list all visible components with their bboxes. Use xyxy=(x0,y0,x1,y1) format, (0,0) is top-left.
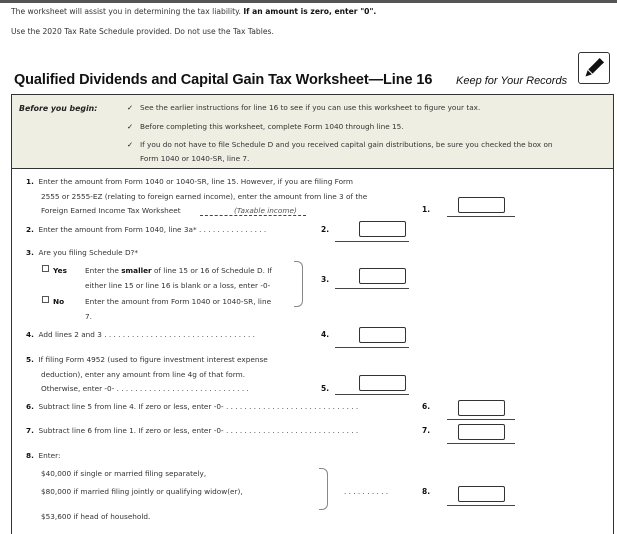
line-1-hint: (Taxable income) xyxy=(234,206,297,215)
checkmark-icon: ✓ xyxy=(127,122,134,131)
checkmark-icon: ✓ xyxy=(127,140,134,149)
line-7-underline xyxy=(447,443,515,444)
line-5-text-b: deduction), enter any amount from line 4g of that form. xyxy=(41,370,246,379)
line-3-yes-text-b: either line 15 or line 16 is blank or a loss, enter -0- xyxy=(85,281,271,290)
before-item-2: ✓ Before completing this worksheet, complete Form 1040 through line 15. xyxy=(140,120,404,134)
line-4-ref: 4. xyxy=(321,330,330,339)
line-8-ref: 8. xyxy=(422,487,431,496)
intro-line-1: The worksheet will assist you in determining the tax liability. If an amount is zero, enter "0". xyxy=(11,7,377,16)
line-2-underline xyxy=(335,241,409,242)
line-1-ref: 1. xyxy=(422,205,431,214)
line-5-input[interactable] xyxy=(359,375,406,391)
line-3-no-text-b: 7. xyxy=(85,312,92,321)
line-8-underline xyxy=(447,505,515,506)
line-3-underline xyxy=(335,288,409,289)
line-3-text: 3. Are you filing Schedule D?* xyxy=(26,248,139,257)
line-1-text-c: Foreign Earned Income Tax Worksheet xyxy=(41,206,181,215)
line-7-text: 7. Subtract line 6 from line 1. If zero or less, enter -0- . . . . . . . . . . . . . . . . . . . . . . . . . . . . . xyxy=(26,426,359,435)
before-item-1: ✓ See the earlier instructions for line 16 to see if you can use this worksheet to figure your tax. xyxy=(140,101,480,115)
line-1-leader xyxy=(200,215,306,216)
line-5-text-c: Otherwise, enter -0- . . . . . . . . . . . . . . . . . . . . . . . . . . . . . xyxy=(41,384,249,393)
line-3-ref: 3. xyxy=(321,275,330,284)
line-2-ref: 2. xyxy=(321,225,330,234)
pencil-icon[interactable] xyxy=(578,52,610,84)
line-5-underline xyxy=(335,394,409,395)
no-checkbox[interactable] xyxy=(42,296,49,303)
line-4-text: 4. Add lines 2 and 3 . . . . . . . . . . . . . . . . . . . . . . . . . . . . . . . . . xyxy=(26,330,255,339)
line-1-text-b: 2555 or 2555-EZ (relating to foreign earned income), enter the amount from line 3 of the xyxy=(41,192,368,201)
before-you-begin-label: Before you begin: xyxy=(19,104,98,113)
line-7-input[interactable] xyxy=(458,424,505,440)
worksheet-title: Qualified Dividends and Capital Gain Tax Worksheet—Line 16 xyxy=(14,72,433,88)
line-7-ref: 7. xyxy=(422,426,431,435)
line-8-option-1: $40,000 if single or married filing separately, xyxy=(41,469,207,478)
line-3-brace xyxy=(294,261,303,307)
checkmark-icon: ✓ xyxy=(127,103,134,112)
line-6-input[interactable] xyxy=(458,400,505,416)
worksheet-box xyxy=(11,94,614,534)
line-8-brace xyxy=(319,468,328,510)
yes-checkbox[interactable] xyxy=(42,265,49,272)
before-item-3: ✓ If you do not have to file Schedule D and you received capital gain distributions, be sure you checked the box on xyxy=(140,138,553,152)
line-3-yes-text-a: Enter the smaller of line 15 or 16 of Schedule D. If xyxy=(85,266,272,275)
line-6-ref: 6. xyxy=(422,402,431,411)
keep-records-note: Keep for Your Records xyxy=(456,75,568,87)
line-3-no-option[interactable]: No xyxy=(42,294,64,310)
before-item-3-cont: Form 1040 or 1040-SR, line 7. xyxy=(140,154,250,163)
line-2-input[interactable] xyxy=(359,221,406,237)
line-6-text: 6. Subtract line 5 from line 4. If zero or less, enter -0- . . . . . . . . . . . . . . . . . . . . . . . . . . . . . xyxy=(26,402,359,411)
line-3-no-text-a: Enter the amount from Form 1040 or 1040-SR, line xyxy=(85,297,272,306)
line-3-yes-option[interactable]: Yes xyxy=(42,263,67,279)
line-1-underline xyxy=(447,216,515,217)
line-4-underline xyxy=(335,347,409,348)
line-8-leader: . . . . . . . . . . xyxy=(344,487,389,496)
line-3-input[interactable] xyxy=(359,268,406,284)
line-4-input[interactable] xyxy=(359,327,406,343)
line-8-input[interactable] xyxy=(458,486,505,502)
line-8-option-3: $53,600 if head of household. xyxy=(41,512,151,521)
line-8-option-2: $80,000 if married filing jointly or qualifying widow(er), xyxy=(41,487,243,496)
line-1-input[interactable] xyxy=(458,197,505,213)
line-8-text: 8. Enter: xyxy=(26,451,61,460)
line-5-ref: 5. xyxy=(321,384,330,393)
line-6-underline xyxy=(447,419,515,420)
intro-line-2: Use the 2020 Tax Rate Schedule provided. Do not use the Tax Tables. xyxy=(11,27,274,36)
top-border xyxy=(0,0,617,3)
line-2-text: 2. Enter the amount from Form 1040, line 3a* . . . . . . . . . . . . . . . xyxy=(26,225,267,234)
line-1-text-a: 1. Enter the amount from Form 1040 or 1040-SR, line 15. However, if you are filing Form xyxy=(26,177,354,186)
before-you-begin-panel xyxy=(12,95,613,169)
line-5-text-a: 5. If filing Form 4952 (used to figure investment interest expense xyxy=(26,355,268,364)
